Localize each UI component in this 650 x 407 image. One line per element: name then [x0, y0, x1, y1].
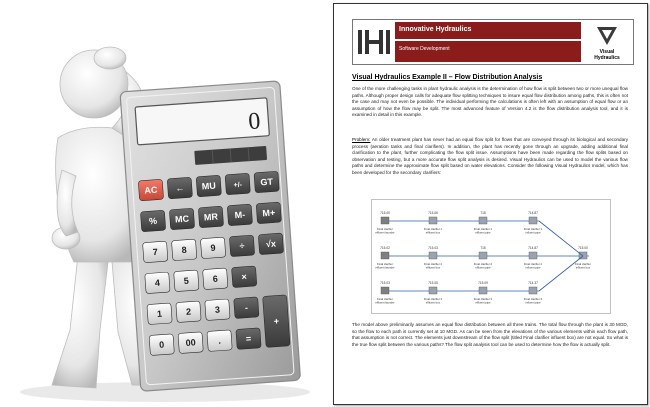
flow-element-icon: [479, 252, 487, 259]
problem-paragraph: [352, 137, 628, 197]
element-label-line1: Final clarifier 1: [523, 227, 543, 231]
calculator-display-value: 0: [247, 108, 262, 136]
calculator-key-label: 9: [210, 242, 216, 254]
calculator-key-label: M-: [234, 209, 246, 221]
flow-element-icon: [381, 217, 389, 224]
element-label-line2: effluent launder: [375, 230, 395, 235]
intro-paragraph: One of the more challenging tasks in plant hydraulic analysis is the determination of how flow is split between two or more unequal flow paths. Although proper design calls for adequate flow splitting techniques to insure equal flow distribution among paths, this is often not the case and may not even be possible. The individual performing the calculations is often left with an assumption of equal flow or an assumption of how the flow may be split. The most advanced feature of Version 4.2 is the flow distribution analysis tool, and it is examined in detail in this example.: [352, 86, 628, 118]
element-label-line2: influent pipe: [525, 300, 541, 305]
element-label-line1: Final clarifier 3: [473, 297, 493, 301]
element-label-line1: Final clarifier 1: [473, 227, 493, 231]
element-label-line1: Final clarifier: [575, 262, 591, 266]
problem-label: Problem:: [352, 137, 371, 142]
header-divider: [395, 39, 581, 41]
element-label-line1: Final clarifier 3: [523, 297, 543, 301]
element-elevation: 715.09: [478, 281, 488, 285]
flow-element-icon: [429, 252, 437, 259]
element-elevation: 715.03: [380, 281, 390, 285]
element-label-line2: effluent box: [425, 265, 441, 270]
product-name: Visual Hydraulics: [594, 49, 620, 61]
element-elevation: 715.00: [380, 211, 390, 215]
element-label-line1: Final clarifier 2: [423, 262, 443, 266]
element-label-line2: influent box: [575, 265, 591, 270]
element-label-line1: Final clarifier: [377, 262, 393, 266]
flow-element-icon: [529, 287, 537, 294]
calculator-key-label: 8: [181, 244, 188, 256]
conclusion-paragraph: The model above preliminarily assumes an equal flow distribution between all three trains. The total flow through the plant is 30 MGD, so the flow to each path is currently set at 10 MGD. As can be seen from the elevations of the various elements within each flow path, that assumption is not correct. The elements just downstream of the flow split (titled Final clarifier influent box) are not equal. So what is the true flow split between the various paths? The flow split analysis tool can be used to determine how the flow is actually split.: [352, 322, 628, 347]
calculator-key-label: √x: [265, 238, 277, 250]
flow-element-icon: [429, 287, 437, 294]
flow-element-icon: [479, 217, 487, 224]
element-elevation: 714.87: [528, 211, 538, 215]
calculator-key-label: 5: [183, 275, 190, 286]
calculator-key-label: AC: [144, 184, 158, 196]
calculator-key-label: %: [148, 215, 158, 227]
company-name: Innovative Hydraulics: [399, 26, 472, 33]
calculator-key-label: 0: [158, 339, 165, 350]
element-elevation: 715: [480, 211, 486, 215]
element-label-line2: effluent launder: [375, 300, 395, 305]
calculator-key-label: 00: [185, 337, 197, 349]
element-label-line1: Final clarifier 2: [523, 262, 543, 266]
calculator-key-label: 6: [212, 273, 219, 284]
ih-logo-icon: [355, 22, 393, 62]
element-label-line1: Final clarifier: [377, 227, 393, 231]
header-banner: [395, 22, 581, 62]
element-elevation: 714.37: [528, 281, 538, 285]
element-label-line2: effluent pipe: [475, 230, 491, 235]
calculator-key-label: GT: [260, 176, 274, 188]
document-header: [352, 19, 634, 65]
flow-element-icon: [529, 252, 537, 259]
element-label-line2: effluent pipe: [475, 300, 491, 305]
element-label-line1: Final clarifier 2: [473, 262, 493, 266]
flow-element-icon: [429, 217, 437, 224]
calculator-key-label: 4: [154, 277, 161, 289]
calculator-key-label: +: [273, 315, 280, 327]
calculator-key-label: 2: [185, 306, 192, 317]
calculator-key-label: +/-: [233, 181, 243, 190]
document-title: Visual Hydraulics Example II – Flow Distribution Analysis: [352, 74, 543, 81]
visual-hydraulics-logo: [584, 22, 630, 62]
calculator-key-label: ×: [241, 271, 248, 282]
element-elevation: 715: [480, 246, 486, 250]
company-subtitle: Software Development: [399, 46, 450, 52]
calculator-key-label: MU: [201, 180, 217, 192]
calculator-key-label: MC: [174, 213, 190, 225]
element-label-line2: effluent launder: [375, 265, 395, 270]
calculator-key-label: 3: [214, 304, 221, 315]
element-elevation: 715.03: [428, 246, 438, 250]
element-label-line1: Final clarifier 3: [423, 297, 443, 301]
element-label-line2: effluent box: [425, 300, 441, 305]
element-label-line2: influent pipe: [525, 230, 541, 235]
flow-element-icon: [381, 252, 389, 259]
element-elevation: 715.00: [578, 246, 588, 250]
problem-text: An older treatment plant has never had an equal flow split for flows that are conveyed through its biological and secondary process (aeration tanks and final clarifiers). In addition, the plant has recently gone through an upgrade, adding additional final clarification to the plant, further complicating the flow split issue. Assumptions have been made regarding the flow splits based on observation and testing, but a more accurate flow split analysis is desired. Visual Hydraulics can be used to model the various flow paths and determine the approximate flow split based on water elevations. Consider the following Visual Hydraulics model, which has been developed for the secondary clarifiers:: [352, 137, 628, 175]
calculator-key-label: =: [245, 333, 252, 344]
element-label-line1: Final clarifier: [377, 297, 393, 301]
triangle-logo-icon: [595, 24, 619, 48]
element-elevation: 715.02: [380, 246, 390, 250]
element-label-line2: effluent pipe: [475, 265, 491, 270]
element-label-line2: effluent box: [425, 230, 441, 235]
calculator-key-label: ÷: [239, 240, 245, 252]
flow-element-icon: [381, 287, 389, 294]
element-elevation: 715.05: [428, 281, 438, 285]
flow-element-icon: [479, 287, 487, 294]
document-page: [333, 3, 648, 405]
element-elevation: 714.87: [528, 246, 538, 250]
element-elevation: 715.06: [428, 211, 438, 215]
element-label-line1: Final clarifier 1: [423, 227, 443, 231]
flow-element-icon: [529, 217, 537, 224]
element-label-line2: influent pipe: [525, 265, 541, 270]
flow-model-diagram: [371, 199, 611, 314]
calculator-key-label: .: [217, 335, 222, 346]
calculator-key-label: MR: [203, 211, 219, 223]
calculator-key-label: ←: [175, 182, 185, 194]
calculator-key-label: -: [244, 302, 249, 313]
calculator-key-label: 7: [152, 246, 159, 258]
calculator-key-label: M+: [262, 207, 276, 219]
calculator-key-label: 1: [156, 308, 163, 319]
